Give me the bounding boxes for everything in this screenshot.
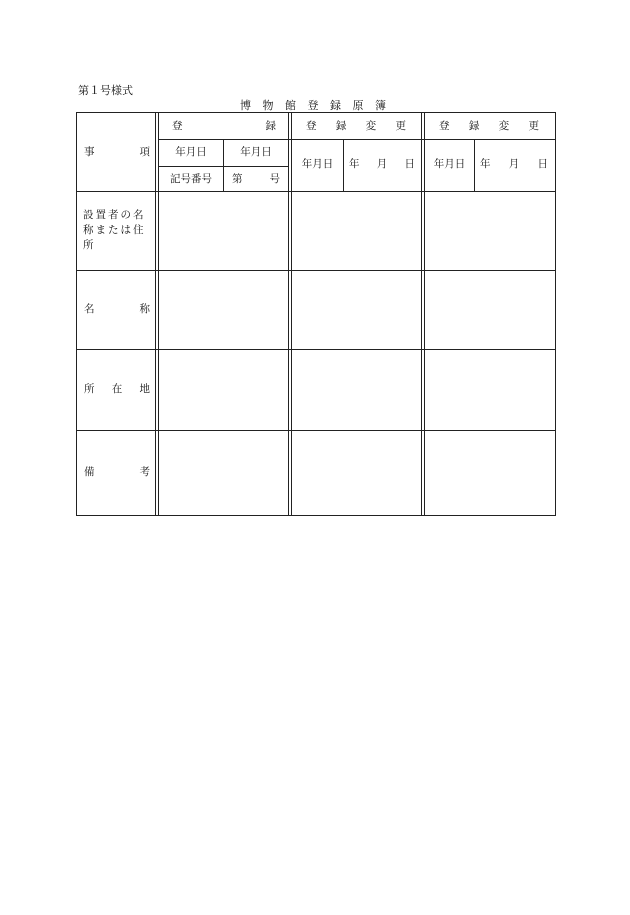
form-number-label: 第１号様式 (78, 84, 133, 97)
header-change-1: 登 録 変 更 (306, 120, 406, 132)
registry-table (76, 112, 556, 516)
row-label-location: 所 在 地 (84, 383, 150, 395)
registration-date-label: 年月日 (175, 146, 207, 158)
row-label-name: 名 称 (84, 303, 150, 315)
change-1-date-value: 年 月 日 (349, 158, 415, 170)
record-number-label: 記号番号 (170, 173, 212, 185)
change-2-date-label: 年月日 (433, 158, 466, 170)
header-item-label: 事 項 (84, 146, 150, 158)
row-label-founder: 設置者の名称または住所 (83, 209, 146, 251)
change-1-date-label: 年月日 (301, 158, 334, 170)
row-label-remarks: 備 考 (84, 466, 150, 478)
registration-date-label-2: 年月日 (240, 146, 272, 158)
header-registration: 登 録 (172, 120, 276, 132)
change-2-date-value: 年 月 日 (480, 158, 548, 170)
number-label: 第 号 (232, 173, 280, 185)
header-change-2: 登 録 変 更 (439, 120, 539, 132)
form-title: 博 物 館 登 録 原 簿 (240, 99, 390, 112)
